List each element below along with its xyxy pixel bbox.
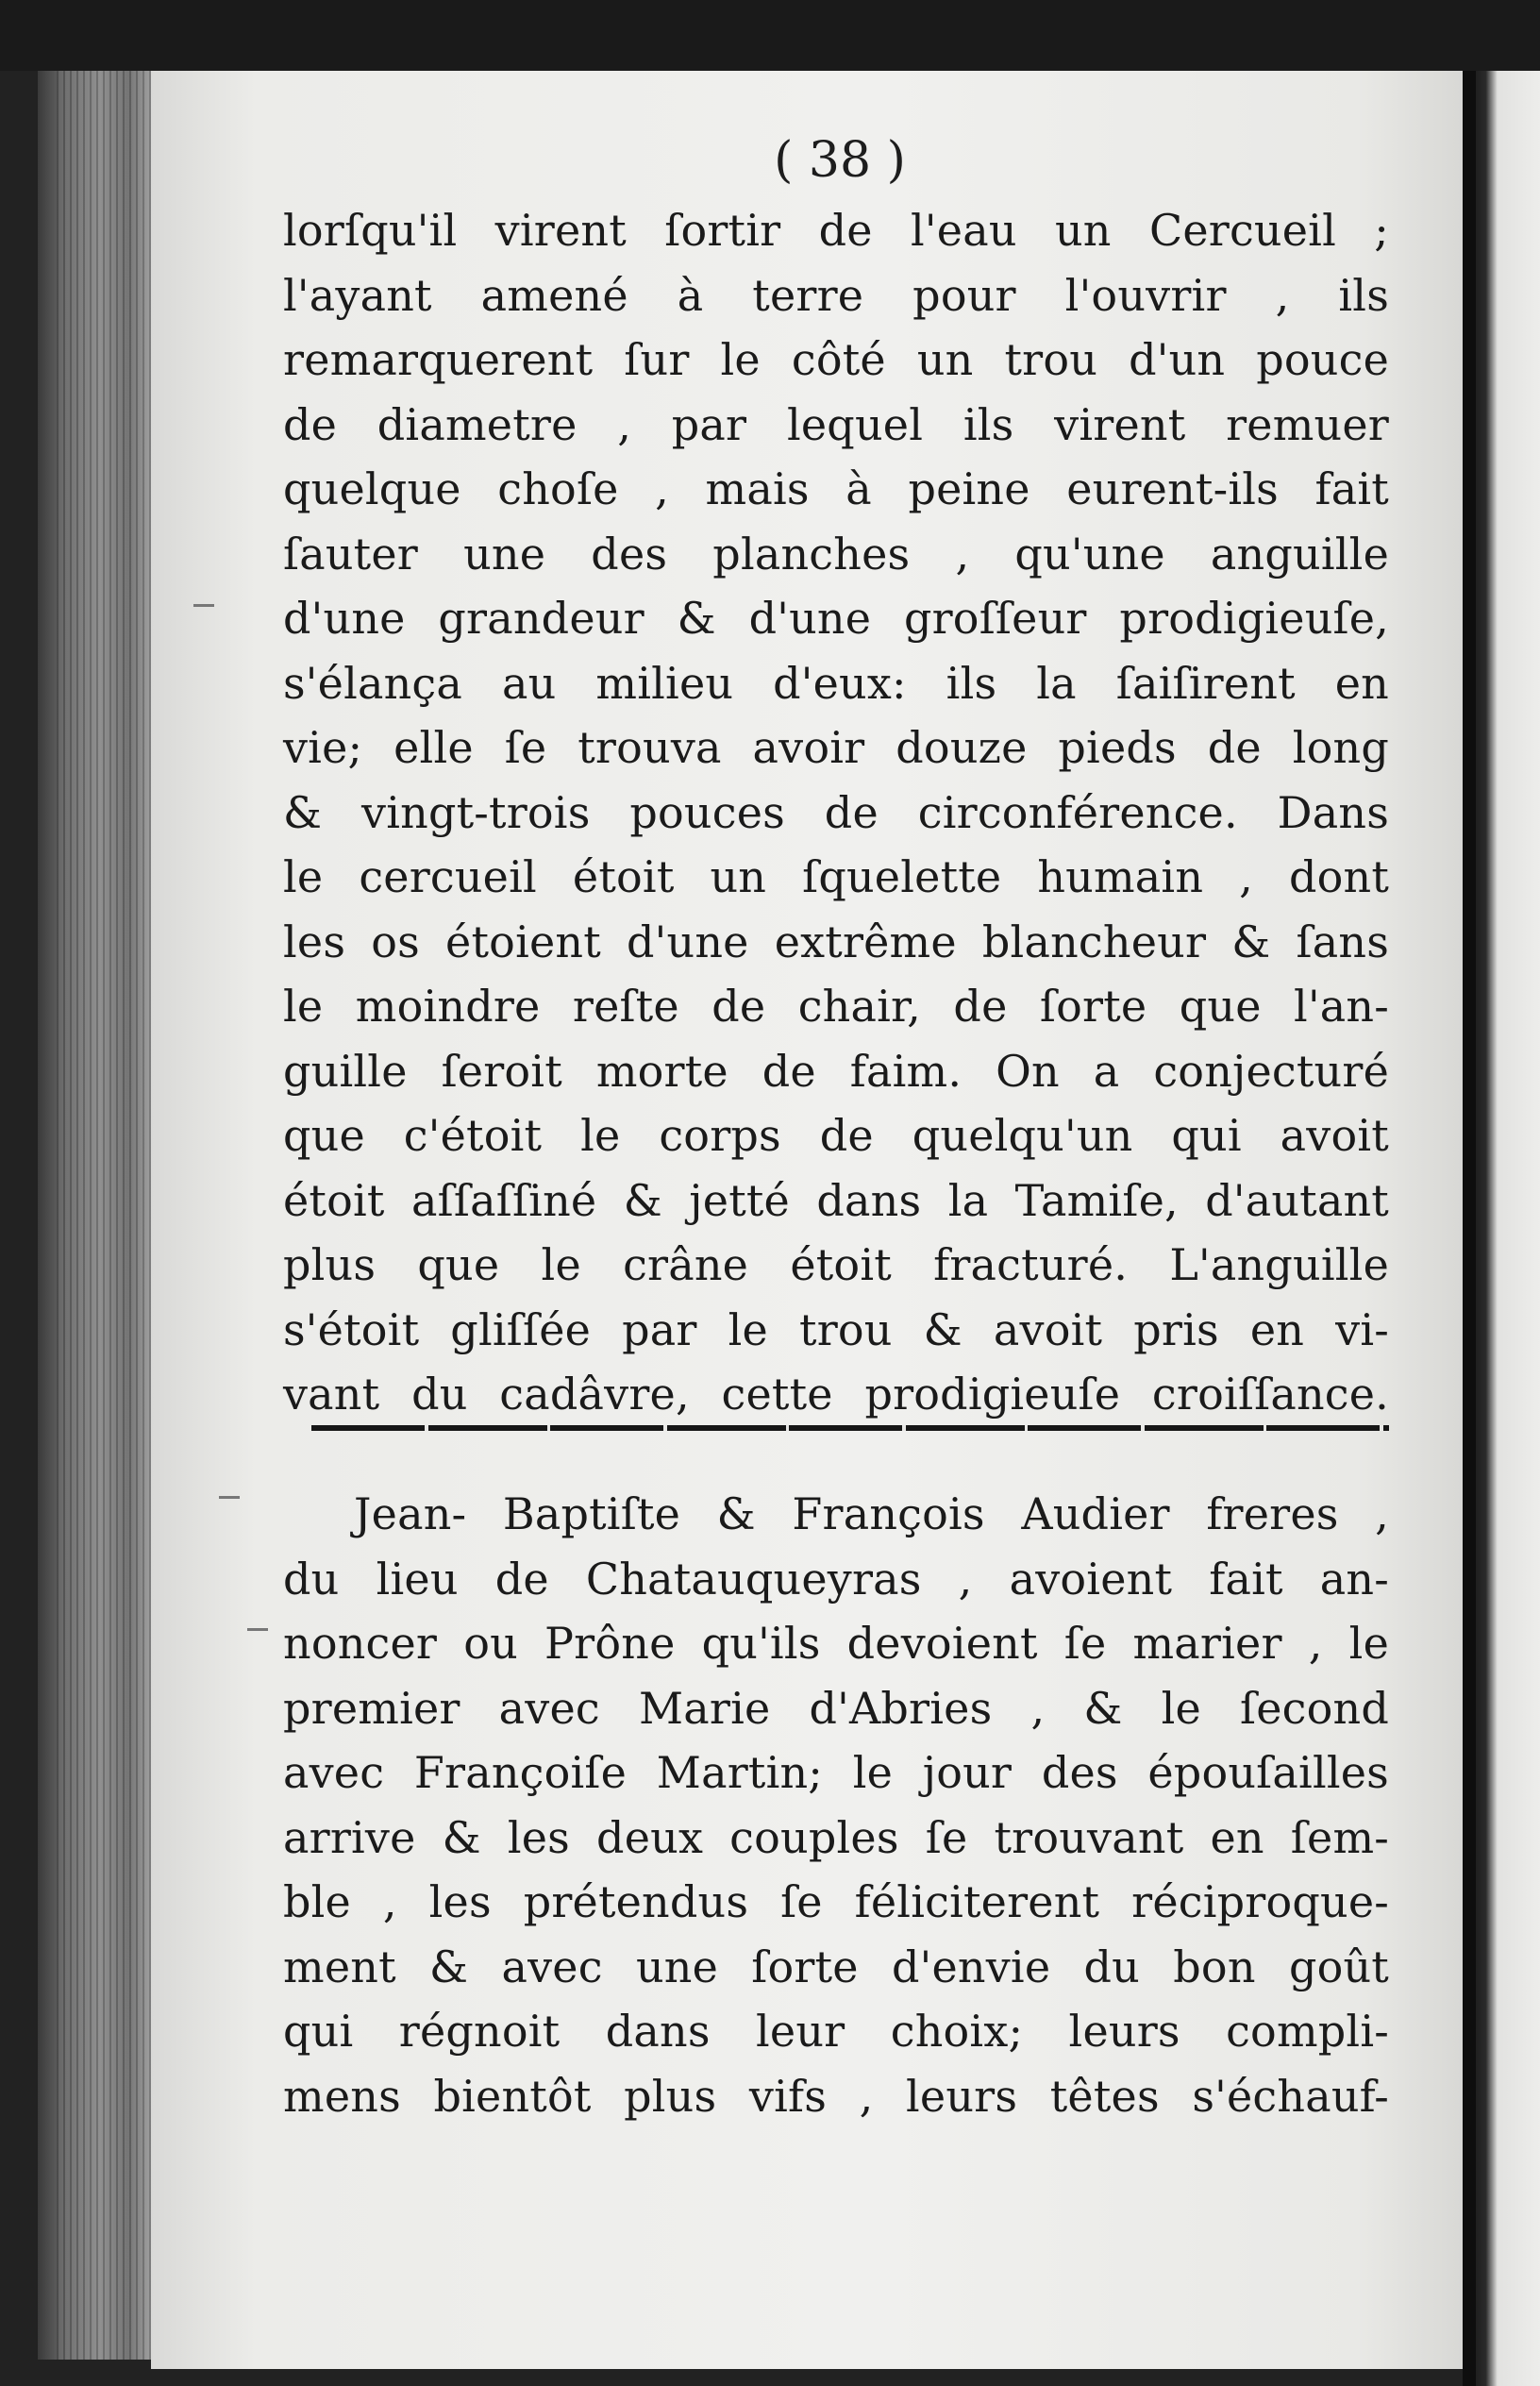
text-line: plus que le crâne étoit fracturé. L'anguille: [283, 1239, 1389, 1290]
text-line: du lieu de Chatauqueyras , avoient fait an-: [283, 1553, 1389, 1605]
paragraph-1: [283, 198, 1389, 1427]
text-line: noncer ou Prône qu'ils devoient ſe marier , le: [283, 1618, 1389, 1669]
paragraph-2: [283, 1482, 1389, 2128]
page-stack-lines: [57, 66, 151, 2360]
text-line: les os étoient d'une extrême blancheur & ſans: [283, 916, 1389, 967]
margin-mark: [247, 1628, 268, 1631]
margin-mark: [193, 604, 214, 607]
text-line: étoit aſſaſſiné & jetté dans la Tamiſe, d'autant: [283, 1174, 1389, 1226]
text-line: remarquerent ſur le côté un trou d'un pouce: [283, 334, 1389, 385]
text-line: le cercueil étoit un ſquelette humain , dont: [283, 851, 1389, 902]
gutter-shadow: [1463, 57, 1476, 2386]
text-line: de diametre , par lequel ils virent remuer: [283, 398, 1389, 450]
text-line: s'élança au milieu d'eux: ils la ſaiſirent en: [283, 657, 1389, 709]
text-line: ment & avec une ſorte d'envie du bon goût: [283, 1941, 1389, 1992]
text-line: Jean- Baptiſte & François Audier freres ,: [354, 1488, 1389, 1539]
text-line: avec Françoiſe Martin; le jour des épouſailles: [283, 1747, 1389, 1798]
text-line: s'étoit gliſſée par le trou & avoit pris en vi-: [283, 1303, 1389, 1355]
text-line: ſauter une des planches , qu'une anguille: [283, 528, 1389, 580]
text-line: vie; elle ſe trouva avoir douze pieds de long: [283, 722, 1389, 773]
text-line: & vingt-trois pouces de circonférence. Dans: [283, 786, 1389, 838]
text-line: l'ayant amené à terre pour l'ouvrir , ils: [283, 269, 1389, 321]
text-line: guille ſeroit morte de faim. On a conjecturé: [283, 1045, 1389, 1097]
text-line: qui régnoit dans leur choix; leurs compli-: [283, 2006, 1389, 2057]
text-line: quelque choſe , mais à peine eurent-ils fait: [283, 463, 1389, 514]
top-shadow: [0, 0, 1540, 71]
text-line: vant du cadâvre, cette prodigieuſe croiſſance.: [283, 1369, 1389, 1420]
text-line: ble , les prétendus ſe féliciterent réciproque-: [283, 1876, 1389, 1927]
page-number: ( 38 ): [774, 132, 906, 189]
text-line: le moindre reſte de chair, de ſorte que l'an-: [283, 981, 1389, 1032]
text-line: d'une grandeur & d'une groſſeur prodigieuſe,: [283, 593, 1389, 644]
text-line: lorſqu'il virent ſortir de l'eau un Cercueil ;: [283, 205, 1389, 256]
text-line: arrive & les deux couples ſe trouvant en ſem-: [283, 1811, 1389, 1863]
text-line: premier avec Marie d'Abries , & le ſecond: [283, 1682, 1389, 1734]
text-line: mens bientôt plus vifs , leurs têtes s'échauf-: [283, 2070, 1389, 2122]
section-divider: [311, 1425, 1389, 1431]
text-line: que c'étoit le corps de quelqu'un qui avoit: [283, 1110, 1389, 1161]
margin-mark: [219, 1496, 240, 1499]
